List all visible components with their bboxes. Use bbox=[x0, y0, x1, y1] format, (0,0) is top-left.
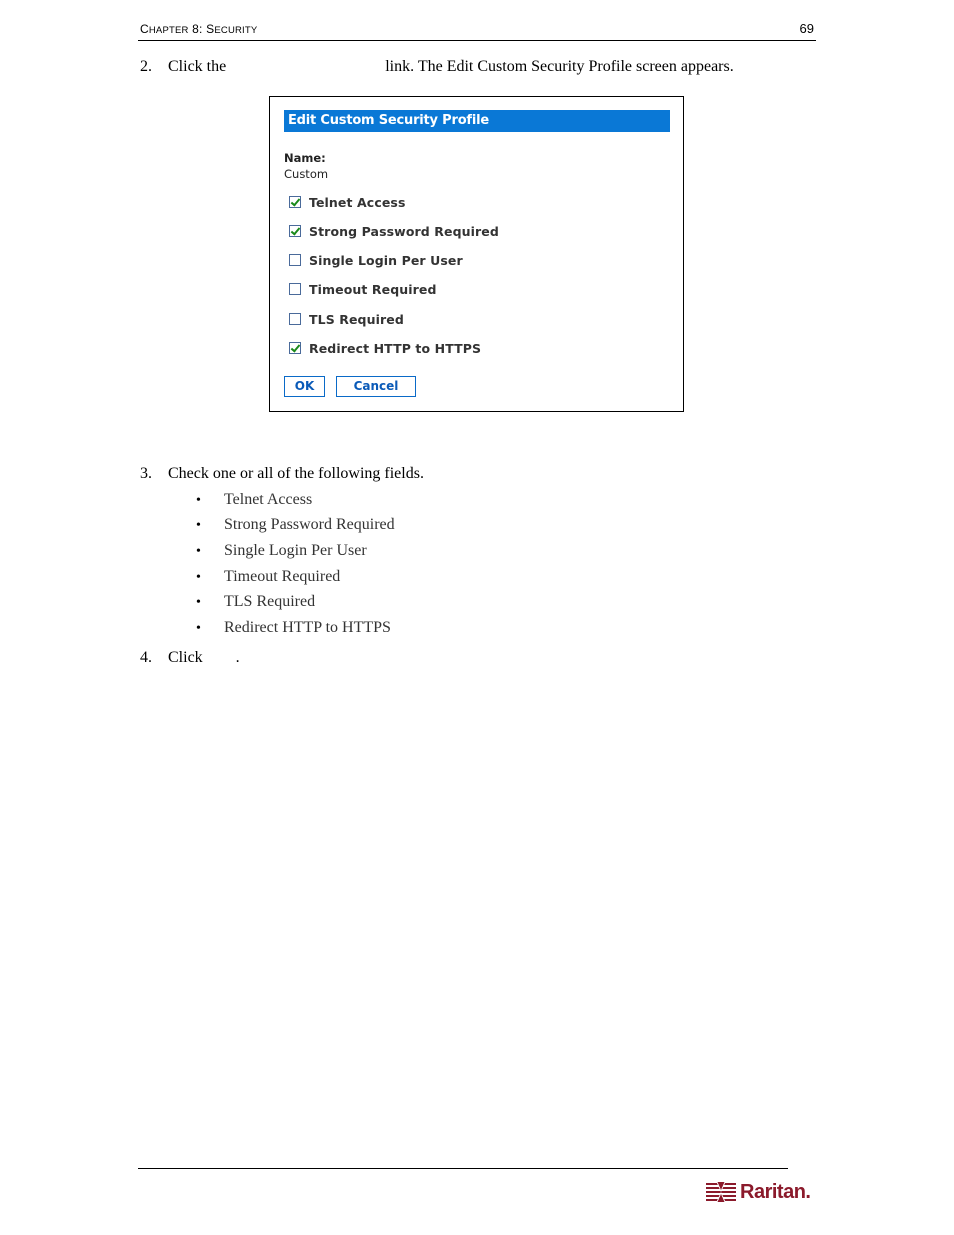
option-label: TLS Required bbox=[309, 311, 404, 327]
step-2-text-after: link. The Edit Custom Security Profile screen appears. bbox=[385, 58, 734, 75]
list-item bbox=[196, 568, 340, 586]
checkbox-checked-icon[interactable] bbox=[289, 225, 301, 237]
bullet-icon: • bbox=[196, 544, 201, 559]
option-strong-password-required[interactable] bbox=[289, 223, 499, 239]
chapter-number: 8: bbox=[192, 22, 203, 36]
list-item bbox=[196, 593, 315, 611]
bullet-icon: • bbox=[196, 493, 201, 508]
checkbox-unchecked-icon[interactable] bbox=[289, 283, 301, 295]
checkbox-checked-icon[interactable] bbox=[289, 342, 301, 354]
option-telnet-access[interactable] bbox=[289, 194, 405, 210]
option-label: Timeout Required bbox=[309, 281, 437, 297]
option-tls-required[interactable] bbox=[289, 311, 404, 327]
list-item-text: Single Login Per User bbox=[224, 542, 367, 559]
list-item-text: Redirect HTTP to HTTPS bbox=[224, 619, 391, 636]
step-2-text-before: Click the bbox=[168, 58, 227, 75]
chapter-title-cap: S bbox=[206, 22, 215, 36]
chapter-header bbox=[140, 22, 257, 36]
list-item bbox=[196, 619, 391, 637]
bullet-icon: • bbox=[196, 570, 201, 585]
step-4-text-after: . bbox=[235, 649, 240, 666]
list-item-text: Telnet Access bbox=[224, 491, 313, 508]
chapter-title-rest: ECURITY bbox=[214, 25, 258, 36]
step-4-text-before: Click bbox=[168, 649, 203, 666]
bullet-icon: • bbox=[196, 518, 201, 533]
list-item-text: Timeout Required bbox=[224, 568, 341, 585]
edit-custom-security-profile-screenshot bbox=[269, 96, 684, 412]
option-timeout-required[interactable] bbox=[289, 281, 437, 297]
cancel-button[interactable]: Cancel bbox=[336, 376, 416, 397]
bullet-icon: • bbox=[196, 621, 201, 636]
page-number: 69 bbox=[799, 21, 814, 36]
raritan-logo-text: Raritan. bbox=[740, 1180, 811, 1203]
checkbox-unchecked-icon[interactable] bbox=[289, 254, 301, 266]
option-redirect-http-to-https[interactable] bbox=[289, 340, 481, 356]
checkbox-checked-icon[interactable] bbox=[289, 196, 301, 208]
step-2-number: 2. bbox=[140, 58, 152, 75]
option-label: Telnet Access bbox=[309, 194, 406, 210]
header-rule bbox=[138, 40, 816, 41]
list-item-text: Strong Password Required bbox=[224, 516, 395, 533]
name-label: Name: bbox=[284, 151, 326, 165]
dialog-title: Edit Custom Security Profile bbox=[284, 110, 670, 132]
raritan-logo bbox=[706, 1178, 810, 1206]
name-value: Custom bbox=[284, 167, 329, 181]
option-label: Strong Password Required bbox=[309, 223, 499, 239]
list-item bbox=[196, 542, 367, 560]
footer-rule bbox=[138, 1168, 788, 1169]
raritan-logo-icon bbox=[706, 1181, 736, 1203]
step-3 bbox=[140, 465, 424, 483]
list-item bbox=[196, 516, 395, 534]
checkbox-unchecked-icon[interactable] bbox=[289, 313, 301, 325]
step-3-number: 3. bbox=[140, 465, 152, 482]
step-2 bbox=[140, 58, 734, 76]
step-3-text: Check one or all of the following fields. bbox=[168, 465, 424, 482]
step-4 bbox=[140, 649, 240, 667]
option-label: Redirect HTTP to HTTPS bbox=[309, 340, 482, 356]
step-4-number: 4. bbox=[140, 649, 152, 666]
chapter-rest: HAPTER bbox=[148, 25, 189, 36]
bullet-icon: • bbox=[196, 595, 201, 610]
option-single-login-per-user[interactable] bbox=[289, 252, 463, 268]
list-item-text: TLS Required bbox=[224, 593, 316, 610]
chapter-cap: C bbox=[140, 22, 149, 36]
ok-button[interactable]: OK bbox=[284, 376, 325, 397]
list-item bbox=[196, 491, 312, 509]
option-label: Single Login Per User bbox=[309, 252, 463, 268]
